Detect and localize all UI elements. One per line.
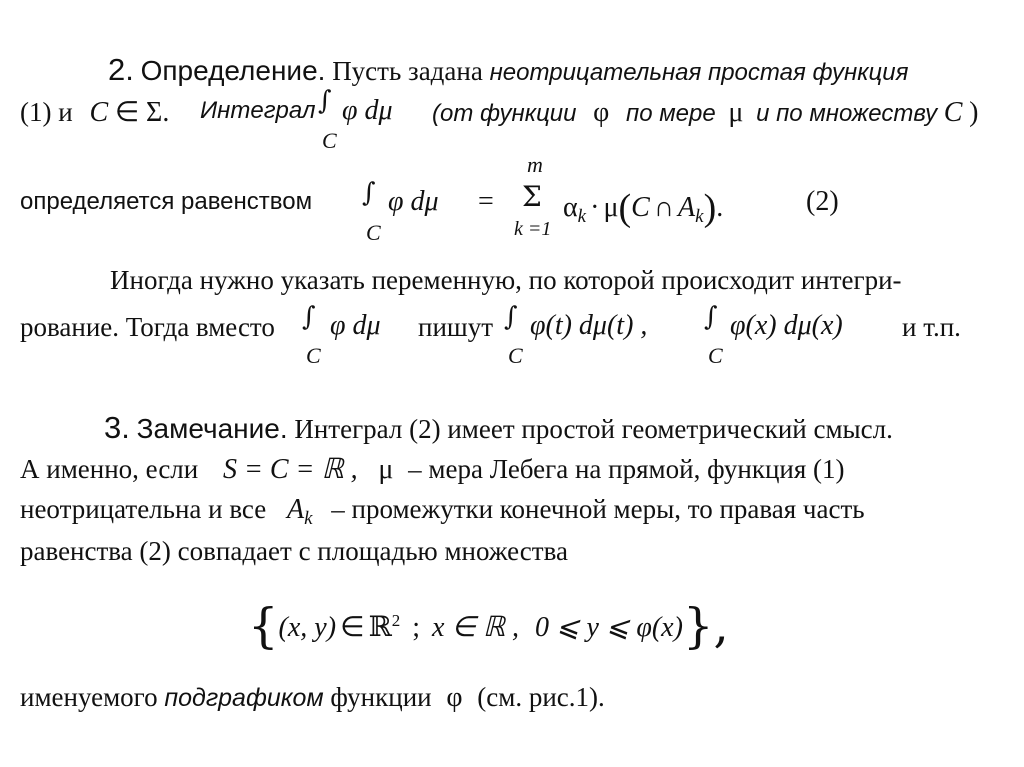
in-symbol: ∈ xyxy=(114,97,140,128)
paren-text-a: (от функции xyxy=(432,100,577,127)
integral-word: Интеграл xyxy=(200,97,316,124)
integral-lower-limit-2: C xyxy=(366,220,381,245)
integral-lower-limit-5: C xyxy=(708,343,723,368)
set-equality: S = C = ℝ , xyxy=(222,454,358,485)
mu-symbol-3: μ xyxy=(378,454,394,485)
and-so-on: и т.п. xyxy=(902,312,961,342)
set-c-2: C xyxy=(943,97,963,128)
integrand-1 xyxy=(342,95,393,127)
phi-symbol-2: φ xyxy=(446,682,463,713)
remark-heading: Замечание. xyxy=(136,413,288,444)
integral-label xyxy=(200,97,316,125)
definition-text: Пусть задана xyxy=(332,56,483,86)
paragraph-line-2-start: рование. Тогда вместо xyxy=(20,312,275,342)
a-k-symbol: A xyxy=(286,494,305,525)
definition-line-2 xyxy=(20,95,169,129)
set-in-symbol: ∈ xyxy=(340,612,365,643)
close-paren: ) xyxy=(969,97,979,128)
power-two: 2 xyxy=(391,611,401,630)
equation-number: (2) xyxy=(806,186,839,217)
remark-line-6 xyxy=(20,682,605,714)
end-dot: . xyxy=(716,192,724,223)
cap-symbol: ∩ xyxy=(653,192,675,223)
phi-dmu-2: φ dμ xyxy=(388,186,439,217)
paragraph-line-1: Иногда нужно указать переменную, по которой происходит интегри- xyxy=(110,265,902,295)
set-c: C xyxy=(89,97,109,128)
semicolon: ; xyxy=(412,612,421,643)
phi-dmu: φ dμ xyxy=(342,95,393,126)
remark-text-6c: (см. рис.1). xyxy=(477,682,605,712)
remark-line-4: равенства (2) совпадает с площадью множества xyxy=(20,536,568,566)
remark-text-1: Интеграл (2) имеет простой геометрический смысл. xyxy=(294,414,893,444)
definition-italic-text: неотрицательная простая функция xyxy=(489,59,909,86)
set-open-brace: { xyxy=(248,598,279,654)
set-a-index: k xyxy=(695,206,704,227)
integral-lower-limit-4: C xyxy=(508,343,523,368)
integrand-4: φ(t) dμ(t) , xyxy=(530,310,648,341)
cdot: · xyxy=(590,192,600,223)
remark-text-2b: – мера Лебега на прямой, функция (1) xyxy=(408,454,845,484)
integral-sign-5: ∫ xyxy=(704,302,718,332)
sum-upper-limit: m xyxy=(527,152,543,177)
remark-line-1 xyxy=(104,410,893,446)
definition-parenthetical xyxy=(432,97,978,129)
integrand-3: φ dμ xyxy=(330,310,381,341)
set-c-3: C xyxy=(631,192,650,223)
remark-text-6a: именуемого xyxy=(20,682,158,712)
x-in-r: x ∈ ℝ , xyxy=(432,612,520,643)
sum-lower-limit: k =1 xyxy=(514,218,552,240)
function-ref: (1) xyxy=(20,97,52,127)
integral-lower-limit-1: C xyxy=(322,128,337,153)
alpha-symbol: α xyxy=(563,192,578,223)
integral-sign-2: ∫ xyxy=(362,178,376,208)
mu-symbol: μ xyxy=(728,97,744,128)
a-k-index: k xyxy=(304,508,313,529)
sigma-symbol: Σ xyxy=(146,97,163,128)
sum-body: αk · μ(C ∩ Ak). xyxy=(563,187,724,229)
remark-text-3a: неотрицательна и все xyxy=(20,494,267,524)
dot: . xyxy=(162,97,170,128)
integral-sign-4: ∫ xyxy=(504,302,518,332)
integral-lower-limit-3: C xyxy=(306,343,321,368)
and-word: и xyxy=(58,97,73,127)
remark-text-2a: А именно, если xyxy=(20,454,199,484)
real-plane: ℝ xyxy=(368,610,392,643)
set-a: A xyxy=(678,192,696,223)
equals-sign: = xyxy=(478,186,494,217)
section-number: 2. xyxy=(108,52,134,87)
integrand-2 xyxy=(388,186,439,218)
integral-sign-3: ∫ xyxy=(302,302,316,332)
remark-line-3 xyxy=(20,494,865,530)
integrand-5: φ(x) dμ(x) xyxy=(730,310,843,341)
paren-text-b: по мере xyxy=(626,100,716,127)
pair-xy: (x, y) xyxy=(278,612,337,643)
set-close-brace: }, xyxy=(682,598,729,654)
alpha-index: k xyxy=(577,206,587,227)
mu-symbol-2: μ xyxy=(603,192,619,223)
write-word: пишут xyxy=(418,312,493,342)
sum-sign: Σ xyxy=(522,180,542,213)
section-number-3: 3. xyxy=(104,410,130,445)
integral-sign-1: ∫ xyxy=(318,86,332,116)
remark-line-2 xyxy=(20,452,845,486)
definition-heading: Определение. xyxy=(140,55,326,86)
definition-line-1 xyxy=(108,52,908,88)
remark-text-6b: функции xyxy=(330,682,432,712)
subgraph-term: подграфиком xyxy=(164,684,324,712)
paren-text-c: и по множеству xyxy=(756,100,938,127)
remark-text-3b: – промежутки конечной меры, то правая часть xyxy=(331,494,865,524)
phi-symbol: φ xyxy=(593,97,610,128)
inequality: 0 ⩽ y ⩽ φ(x) xyxy=(535,612,683,643)
subgraph-set xyxy=(248,598,729,654)
defined-by-text: определяется равенством xyxy=(20,188,313,215)
